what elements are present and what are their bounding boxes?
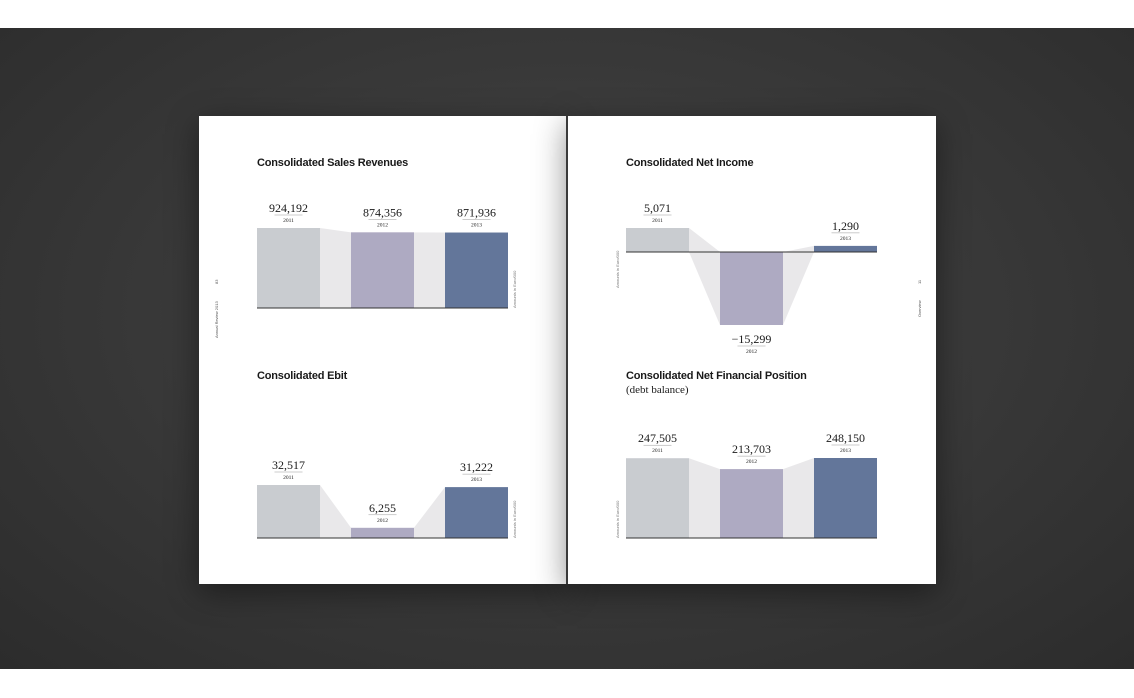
chart-title: Consolidated Net Financial Position xyxy=(626,370,807,382)
chart-subtitle: (debt balance) xyxy=(626,384,689,396)
value-label: 31,222 xyxy=(460,460,493,475)
unit-label: Amounts in Euro/000 xyxy=(512,500,517,538)
page-spine xyxy=(566,116,568,584)
bar-2012 xyxy=(351,232,414,308)
year-label: 2011 xyxy=(283,218,294,224)
unit-label: Amounts in Euro/000 xyxy=(512,270,517,308)
year-label: 2012 xyxy=(377,517,388,524)
bar-2011 xyxy=(626,228,689,252)
value-label: −15,299 xyxy=(731,332,772,346)
connector-band xyxy=(320,485,351,538)
bar-2011 xyxy=(626,458,689,538)
value-label: 924,192 xyxy=(269,201,308,215)
bar-2012 xyxy=(351,528,414,538)
connector-band xyxy=(320,228,351,308)
year-label: 2013 xyxy=(471,222,482,229)
value-label: 874,356 xyxy=(363,205,402,220)
value-label: 5,071 xyxy=(644,201,671,215)
year-label: 2013 xyxy=(471,477,482,484)
left-running-head: Annual Review 2013 xyxy=(214,301,219,338)
net-income-chart xyxy=(610,150,885,360)
value-label: 1,290 xyxy=(832,218,859,233)
value-label: 32,517 xyxy=(272,458,305,472)
connector-band xyxy=(414,232,445,308)
year-label: 2012 xyxy=(377,222,388,229)
year-label: 2013 xyxy=(840,448,851,454)
bar-2011 xyxy=(257,228,320,308)
year-label: 2012 xyxy=(746,459,757,466)
year-label: 2012 xyxy=(746,349,757,355)
ebit-chart xyxy=(257,362,527,547)
value-label: 247,505 xyxy=(638,431,677,446)
bar-2013 xyxy=(445,487,508,538)
net-financial-position-chart xyxy=(610,362,885,547)
value-label: 6,255 xyxy=(369,500,396,515)
right-running-head: Overview xyxy=(917,300,922,317)
year-label: 2011 xyxy=(652,448,663,455)
year-label: 2013 xyxy=(840,235,851,242)
connector-band xyxy=(783,458,814,538)
year-label: 2011 xyxy=(283,475,294,481)
chart-title: Consolidated Sales Revenues xyxy=(257,157,409,169)
bar-2012 xyxy=(720,252,783,325)
connector-band xyxy=(783,246,814,325)
bar-2012 xyxy=(720,469,783,538)
chart-title: Consolidated Net Income xyxy=(626,157,754,169)
value-label: 248,150 xyxy=(826,431,865,445)
left-page-number: 83 xyxy=(214,279,219,284)
bar-2011 xyxy=(257,485,320,538)
value-label: 213,703 xyxy=(732,442,771,457)
year-label: 2011 xyxy=(652,218,663,224)
bar-2013 xyxy=(814,246,877,252)
sales-revenues-chart xyxy=(257,150,527,320)
connector-band xyxy=(414,487,445,538)
bar-2013 xyxy=(814,458,877,538)
right-page-number: 11 xyxy=(917,279,922,284)
connector-band xyxy=(689,228,720,325)
value-label: 871,936 xyxy=(457,205,496,220)
bar-2013 xyxy=(445,233,508,308)
chart-title: Consolidated Ebit xyxy=(257,370,348,382)
connector-band xyxy=(689,458,720,538)
unit-label: Amounts in Euro/000 xyxy=(615,500,620,538)
unit-label: Amounts in Euro/000 xyxy=(615,250,620,288)
